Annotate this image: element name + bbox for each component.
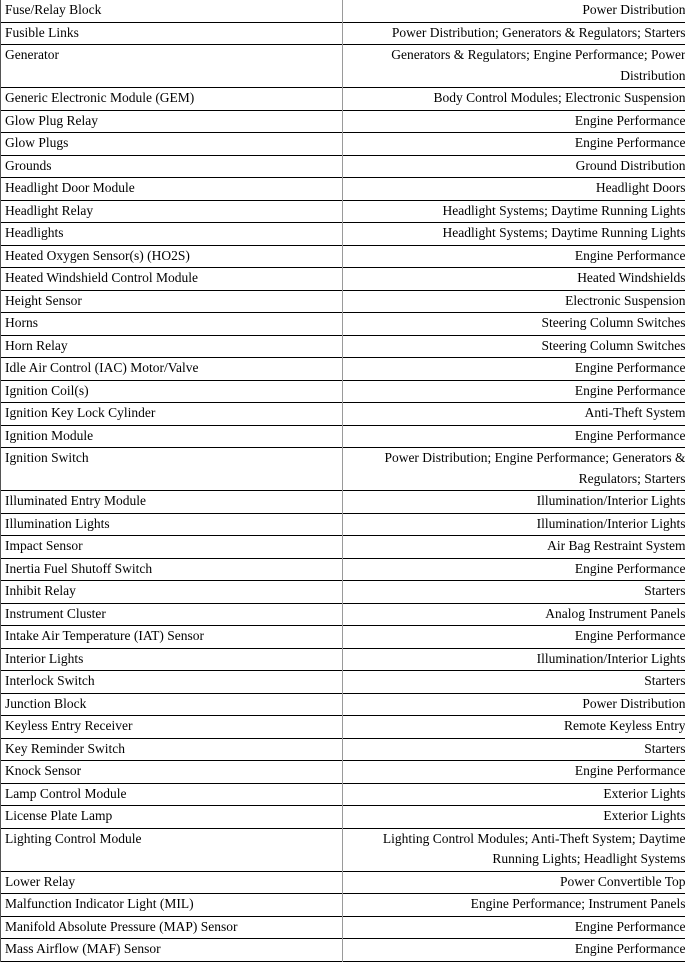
system-cell: Ground Distribution [343,155,685,178]
system-cell: Engine Performance [343,245,685,268]
table-row [1,536,685,559]
system-cell: Anti-Theft System [343,403,685,426]
system-cell: Exterior Lights [343,806,685,829]
component-cell: Inertia Fuel Shutoff Switch [1,558,343,581]
component-cell: Mass Airflow (MAF) Sensor [1,939,343,962]
table-row [1,894,685,917]
component-cell: Malfunction Indicator Light (MIL) [1,894,343,917]
system-cell: Headlight Doors [343,178,685,201]
system-cell: Engine Performance [343,425,685,448]
system-cell: Starters [343,671,685,694]
component-cell: Ignition Key Lock Cylinder [1,403,343,426]
component-cell: Keyless Entry Receiver [1,716,343,739]
table-row [1,783,685,806]
table-row [1,133,685,156]
system-cell: Engine Performance [343,761,685,784]
component-cell: Grounds [1,155,343,178]
system-cell: Engine Performance [343,380,685,403]
system-cell: Steering Column Switches [343,313,685,336]
table-row [1,806,685,829]
component-cell: Lower Relay [1,871,343,894]
system-cell: Headlight Systems; Daytime Running Lights [343,200,685,223]
component-cell: Fusible Links [1,22,343,45]
table-row [1,335,685,358]
table-row [1,268,685,291]
component-cell: Inhibit Relay [1,581,343,604]
table-row [1,671,685,694]
table-row [1,761,685,784]
table-row [1,939,685,962]
table-row [1,916,685,939]
component-cell: Horns [1,313,343,336]
table-row [1,200,685,223]
component-cell: Knock Sensor [1,761,343,784]
system-cell: Power Distribution [343,693,685,716]
component-cell: Ignition Coil(s) [1,380,343,403]
table-row [1,290,685,313]
system-cell: Engine Performance [343,939,685,962]
system-cell: Power Distribution; Engine Performance; Generators & Regulators; Starters [343,448,685,491]
component-cell: Interlock Switch [1,671,343,694]
table-row [1,448,685,491]
table-row [1,88,685,111]
table-row [1,626,685,649]
system-cell: Power Convertible Top [343,871,685,894]
component-cell: Illumination Lights [1,513,343,536]
system-cell: Power Distribution; Generators & Regulators; Starters [343,22,685,45]
table-row [1,245,685,268]
component-cell: License Plate Lamp [1,806,343,829]
system-cell: Engine Performance; Instrument Panels [343,894,685,917]
system-cell: Heated Windshields [343,268,685,291]
table-row [1,155,685,178]
system-cell: Lighting Control Modules; Anti-Theft System; Daytime Running Lights; Headlight Systems [343,828,685,871]
table-row [1,0,685,22]
table-row [1,223,685,246]
system-cell: Illumination/Interior Lights [343,491,685,514]
system-cell: Electronic Suspension [343,290,685,313]
table-row [1,22,685,45]
system-cell: Power Distribution [343,0,685,22]
component-cell: Headlight Relay [1,200,343,223]
table-body [1,0,685,961]
component-cell: Generator [1,45,343,88]
table-row [1,581,685,604]
table-row [1,110,685,133]
component-cell: Instrument Cluster [1,603,343,626]
component-cell: Fuse/Relay Block [1,0,343,22]
table-row [1,403,685,426]
system-cell: Engine Performance [343,916,685,939]
component-cell: Impact Sensor [1,536,343,559]
component-cell: Horn Relay [1,335,343,358]
component-cell: Heated Oxygen Sensor(s) (HO2S) [1,245,343,268]
component-cell: Ignition Switch [1,448,343,491]
component-cell: Manifold Absolute Pressure (MAP) Sensor [1,916,343,939]
system-cell: Starters [343,738,685,761]
table-row [1,693,685,716]
table-row [1,425,685,448]
component-cell: Idle Air Control (IAC) Motor/Valve [1,358,343,381]
component-cell: Glow Plug Relay [1,110,343,133]
system-cell: Remote Keyless Entry [343,716,685,739]
component-cell: Interior Lights [1,648,343,671]
system-cell: Illumination/Interior Lights [343,513,685,536]
component-cell: Headlights [1,223,343,246]
component-cell: Lamp Control Module [1,783,343,806]
system-cell: Body Control Modules; Electronic Suspension [343,88,685,111]
component-cell: Intake Air Temperature (IAT) Sensor [1,626,343,649]
table-row [1,178,685,201]
component-cell: Ignition Module [1,425,343,448]
system-cell: Starters [343,581,685,604]
system-cell: Air Bag Restraint System [343,536,685,559]
table-row [1,716,685,739]
table-row [1,358,685,381]
table-row [1,513,685,536]
system-cell: Generators & Regulators; Engine Performance; Power Distribution [343,45,685,88]
system-cell: Analog Instrument Panels [343,603,685,626]
component-cell: Illuminated Entry Module [1,491,343,514]
component-cell: Lighting Control Module [1,828,343,871]
system-cell: Headlight Systems; Daytime Running Lights [343,223,685,246]
system-cell: Steering Column Switches [343,335,685,358]
system-cell: Illumination/Interior Lights [343,648,685,671]
component-cell: Glow Plugs [1,133,343,156]
table-row [1,491,685,514]
table-row [1,603,685,626]
component-cell: Heated Windshield Control Module [1,268,343,291]
table-row [1,558,685,581]
system-cell: Engine Performance [343,110,685,133]
table-row [1,738,685,761]
table-row [1,380,685,403]
system-cell: Exterior Lights [343,783,685,806]
system-cell: Engine Performance [343,626,685,649]
component-cell: Key Reminder Switch [1,738,343,761]
component-cell: Generic Electronic Module (GEM) [1,88,343,111]
system-cell: Engine Performance [343,358,685,381]
component-cell: Height Sensor [1,290,343,313]
table-row [1,313,685,336]
table-row [1,828,685,871]
component-cell: Headlight Door Module [1,178,343,201]
component-cell: Junction Block [1,693,343,716]
table-row [1,648,685,671]
table-row [1,871,685,894]
system-cell: Engine Performance [343,133,685,156]
system-cell: Engine Performance [343,558,685,581]
table-row [1,45,685,88]
